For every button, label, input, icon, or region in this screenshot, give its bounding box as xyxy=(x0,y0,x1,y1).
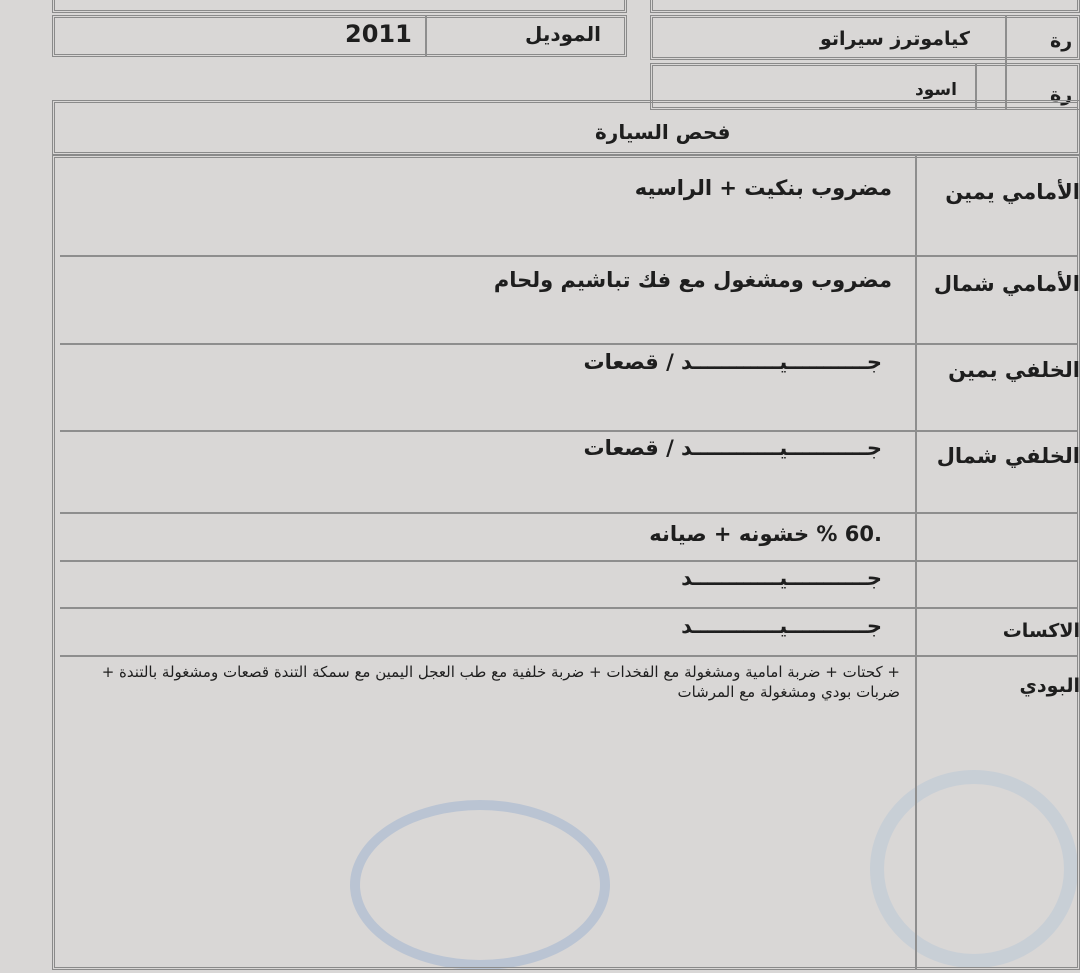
section-header xyxy=(52,100,1080,155)
row-label: الأمامي يمين xyxy=(945,180,1080,204)
color-value: اسود xyxy=(915,80,957,100)
model-value: 2011 xyxy=(345,20,412,48)
row-label: الأمامي شمال xyxy=(933,272,1080,296)
make-label: رة xyxy=(1050,30,1073,52)
row-divider xyxy=(60,512,1077,514)
row-value: جـــــــــــيــــــــــــد / قصعات xyxy=(583,436,882,460)
row-divider xyxy=(60,430,1077,432)
row-value: مضروب ومشغول مع فك تباشيم ولحام xyxy=(493,268,892,292)
model-label: الموديل xyxy=(525,22,601,46)
section-title: فحص السيارة xyxy=(595,120,731,144)
row-value: جـــــــــــيــــــــــــد xyxy=(681,614,882,638)
divider xyxy=(425,15,427,57)
make-value: كياموترز سيراتو xyxy=(820,28,970,50)
color-label: رة xyxy=(1050,84,1073,106)
row-divider xyxy=(60,255,1077,257)
row-value: جـــــــــــيــــــــــــد xyxy=(681,566,882,590)
row-divider xyxy=(60,607,1077,609)
row-divider xyxy=(60,343,1077,345)
row-label: الخلفي شمال xyxy=(936,444,1080,468)
top-row-right xyxy=(650,0,1080,13)
row-value: مضروب بنكيت + الراسيه xyxy=(634,176,892,200)
row-divider xyxy=(60,560,1077,562)
row-label: البودي xyxy=(1019,675,1080,697)
column-divider xyxy=(915,155,917,970)
row-value: جـــــــــــيــــــــــــد / قصعات xyxy=(583,350,882,374)
top-row-left xyxy=(52,0,627,13)
row-divider xyxy=(60,655,1077,657)
row-label: الاكسات xyxy=(1002,620,1080,642)
row-value: .60 % خشونه + صيانه xyxy=(649,522,882,546)
row-label: الخلفي يمين xyxy=(948,358,1080,382)
body-notes: + كحتات + ضربة امامية ومشغولة مع الفخدات + ضربة خلفية مع طب العجل اليمين مع سمكة التندة قصعات ومشغولة بالتندة + ضربات بودي ومشغولة مع المرشات xyxy=(101,663,900,701)
